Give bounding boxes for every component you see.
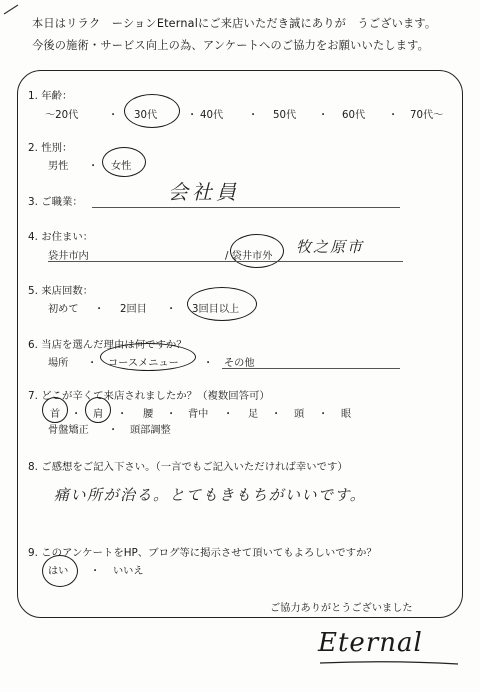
q3-label: 3. ご職業： <box>28 196 83 208</box>
q1-separator: ・ <box>388 110 399 121</box>
q7-option-lower-back[interactable]: 腰 <box>143 409 154 420</box>
q3-answer-line <box>92 207 400 208</box>
q7-separator: ・ <box>271 409 282 420</box>
q5-separator: ・ <box>166 304 177 315</box>
q1-option-50s[interactable]: 50代 <box>273 110 297 121</box>
q2-option-female[interactable]: 女性 <box>111 161 132 172</box>
q7-option-neck[interactable]: 首 <box>50 409 61 420</box>
q7-separator: ・ <box>117 409 128 420</box>
intro-line-2: 今後の施術・サービス向上の為、アンケートへのご協力をお願いいたします。 <box>32 39 429 52</box>
q6-separator: ・ <box>87 358 98 369</box>
brand-logo: Eternal <box>318 628 423 658</box>
q7-option-head-adjust[interactable]: 頭部調整 <box>130 425 171 436</box>
q5-option-third-plus[interactable]: 3回目以上 <box>192 304 240 315</box>
q6-label: 6. 当店を選んだ理由は何ですか？ <box>28 339 187 351</box>
q7-option-head[interactable]: 頭 <box>294 409 305 420</box>
q2-label: 2. 性別： <box>28 142 73 154</box>
q5-selection-circle <box>187 287 257 321</box>
q7-option-eyes[interactable]: 眼 <box>341 409 352 420</box>
q1-separator: ・ <box>318 110 329 121</box>
q9-separator: ・ <box>90 566 101 577</box>
brand-underline <box>318 660 460 666</box>
q7-separator: ・ <box>223 409 234 420</box>
q1-option-30s[interactable]: 30代 <box>134 110 158 121</box>
pen-mark <box>2 2 22 16</box>
q9-selection-circle <box>42 555 78 587</box>
q4-option-outside-city[interactable]: / 袋井市外 <box>225 251 273 262</box>
thanks-text: ご協力ありがとうございました <box>270 603 413 614</box>
q6-option-other[interactable]: その他 <box>224 358 255 369</box>
q2-option-male[interactable]: 男性 <box>48 161 69 172</box>
q7-separator: ・ <box>108 425 119 436</box>
q7-shoulder-circle <box>85 397 111 423</box>
q7-option-back[interactable]: 背中 <box>188 409 209 420</box>
q6-option-location[interactable]: 場所 <box>48 358 69 369</box>
q2-selection-circle <box>102 147 146 177</box>
q1-separator: ・ <box>108 110 119 121</box>
q8-handwritten-answer[interactable]: 痛い所が治る。とてもきもちがいいです。 <box>54 486 367 504</box>
q1-option-60s[interactable]: 60代 <box>342 110 366 121</box>
q1-option-under20[interactable]: ～20代 <box>45 110 79 121</box>
q3-handwritten-answer[interactable]: 会社員 <box>168 180 240 204</box>
q5-option-first[interactable]: 初めて <box>48 304 79 315</box>
q7-separator: ・ <box>318 409 329 420</box>
intro-line-1: 本日はリラク ーションEternalにご来店いただき誠にありが うございます。 <box>32 17 437 30</box>
q7-neck-circle <box>42 397 68 423</box>
q6-selection-circle <box>100 343 196 371</box>
q7-separator: ・ <box>166 409 177 420</box>
q9-label: 9. このアンケートをHP、ブログ等に掲示させて頂いてもよろしいですか？ <box>28 547 377 559</box>
q1-option-40s[interactable]: 40代 <box>200 110 224 121</box>
q4-option-inside-city[interactable]: 袋井市内 <box>48 251 89 262</box>
q7-option-shoulder[interactable]: 肩 <box>93 409 104 420</box>
q1-separator: ・ <box>248 110 259 121</box>
q6-option-course-menu[interactable]: コースメニュー <box>108 358 179 369</box>
q6-separator: ・ <box>203 358 214 369</box>
q6-other-line <box>222 368 400 369</box>
q1-separator: ・ <box>187 110 198 121</box>
q7-option-foot[interactable]: 足 <box>248 409 259 420</box>
q1-label: 1. 年齢： <box>28 90 73 102</box>
q1-option-70plus[interactable]: 70代～ <box>410 110 444 121</box>
q5-separator: ・ <box>94 304 105 315</box>
q9-option-yes[interactable]: はい <box>48 566 69 577</box>
q7-option-pelvis[interactable]: 骨盤矯正 <box>48 425 89 436</box>
q7-separator: ・ <box>71 409 82 420</box>
q5-label: 5. 来店回数： <box>28 285 94 297</box>
q8-label: 8. ご感想をご記入下さい。（一言でもご記入いただければ幸いです） <box>28 461 348 473</box>
q5-option-second[interactable]: 2回目 <box>120 304 147 315</box>
q2-separator: ・ <box>88 161 99 172</box>
q4-handwritten-answer[interactable]: 牧之原市 <box>296 238 365 256</box>
q4-selection-circle <box>230 234 284 268</box>
q4-answer-line <box>48 261 403 262</box>
q9-option-no[interactable]: いいえ <box>113 566 144 577</box>
q7-label: 7. どこが辛くて来店されましたか？（複数回答可） <box>28 390 270 402</box>
q4-label: 4. お住まい： <box>28 231 94 243</box>
q1-selection-circle <box>124 94 180 128</box>
